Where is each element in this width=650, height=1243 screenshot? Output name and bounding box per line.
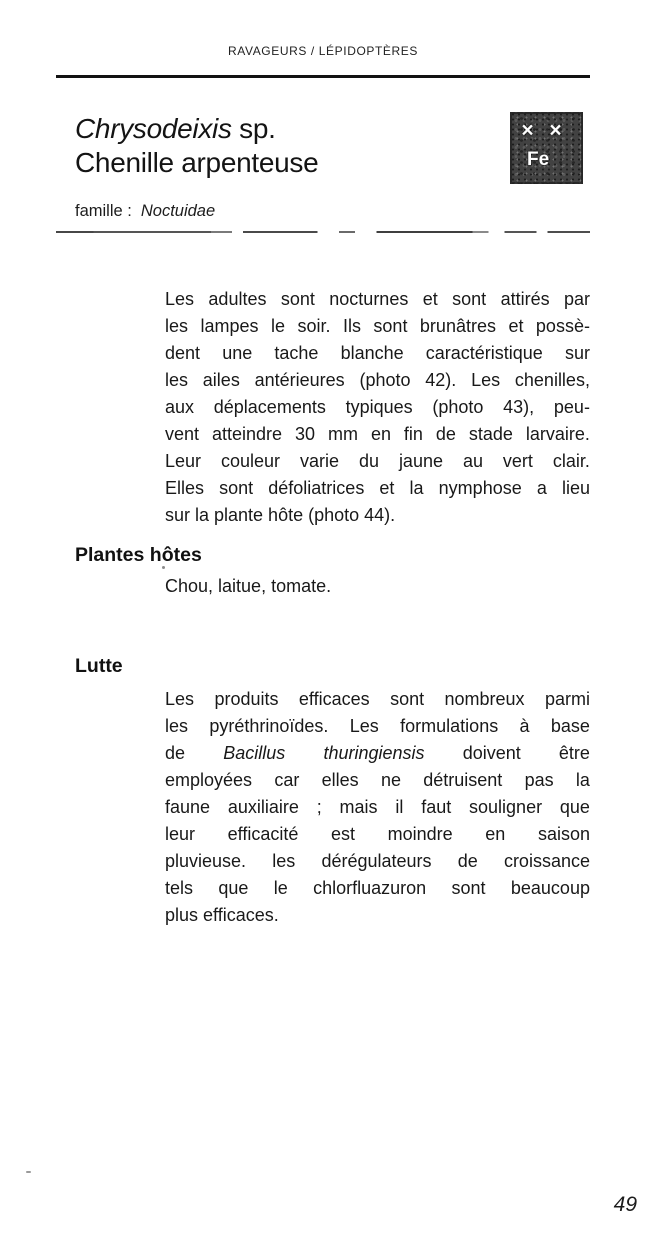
title-line-2: Chenille arpenteuse	[75, 147, 319, 178]
text-line: Chou, laitue, tomate.	[165, 576, 332, 596]
running-header: RAVAGEURS / LÉPIDOPTÈRES	[228, 44, 418, 58]
text-line: faune auxiliaire ; mais il faut souligner que	[165, 797, 590, 817]
text-line: les ailes antérieures (photo 42). Les chenilles,	[165, 370, 590, 390]
text-line: Les adultes sont nocturnes et sont attirés par	[165, 289, 590, 309]
species-name: Chrysodeixis	[75, 113, 232, 144]
species-abbrev: sp.	[231, 113, 276, 144]
family-line	[75, 202, 590, 221]
text-line: de Bacillus thuringiensis doivent être	[165, 743, 590, 763]
text-line: sur la plante hôte (photo 44).	[165, 505, 396, 525]
text-line: pluvieuse. les dérégulateurs de croissance	[165, 851, 590, 871]
text-line: employées car elles ne détruisent pas la	[165, 770, 590, 790]
text-line: tels que le chlorfluazuron sont beaucoup	[165, 878, 590, 898]
text-line: aux déplacements typiques (photo 43), peu-	[165, 397, 590, 417]
description-paragraph	[165, 286, 590, 529]
text-line: les lampes le soir. Ils sont brunâtres et possè-	[165, 316, 590, 336]
host-plants-text	[165, 573, 590, 600]
family-value: Noctuidae	[140, 202, 216, 220]
text-line: dent une tache blanche caractéristique sur	[165, 343, 590, 363]
section-heading-plantes-hotes: Plantes hôtes	[75, 544, 202, 566]
text-line: Les produits efficaces sont nombreux parmi	[165, 689, 590, 709]
text-line: Elles sont défoliatrices et la nymphose a lieu	[165, 478, 590, 498]
text-line: plus efficaces.	[165, 905, 279, 925]
text-line: les pyréthrinoïdes. Les formulations à base	[165, 716, 590, 736]
section-heading-lutte: Lutte	[75, 655, 123, 677]
scan-speck	[162, 566, 165, 569]
stamp-fe-label: Fe	[527, 149, 550, 170]
header-rule	[56, 75, 590, 78]
stamp-x-marks-icon: × ×	[521, 119, 567, 142]
distribution-stamp	[510, 112, 583, 184]
text-line: Leur couleur varie du jaune au vert clair.	[165, 451, 590, 471]
control-paragraph	[165, 686, 590, 929]
text-line: leur efficacité est moindre en saison	[165, 824, 590, 844]
scan-speck	[26, 1171, 31, 1173]
text-line: vent atteindre 30 mm en fin de stade larvaire.	[165, 424, 590, 444]
family-label: famille :	[75, 202, 132, 220]
family-rule	[56, 231, 590, 233]
page-number: 49	[613, 1193, 637, 1216]
